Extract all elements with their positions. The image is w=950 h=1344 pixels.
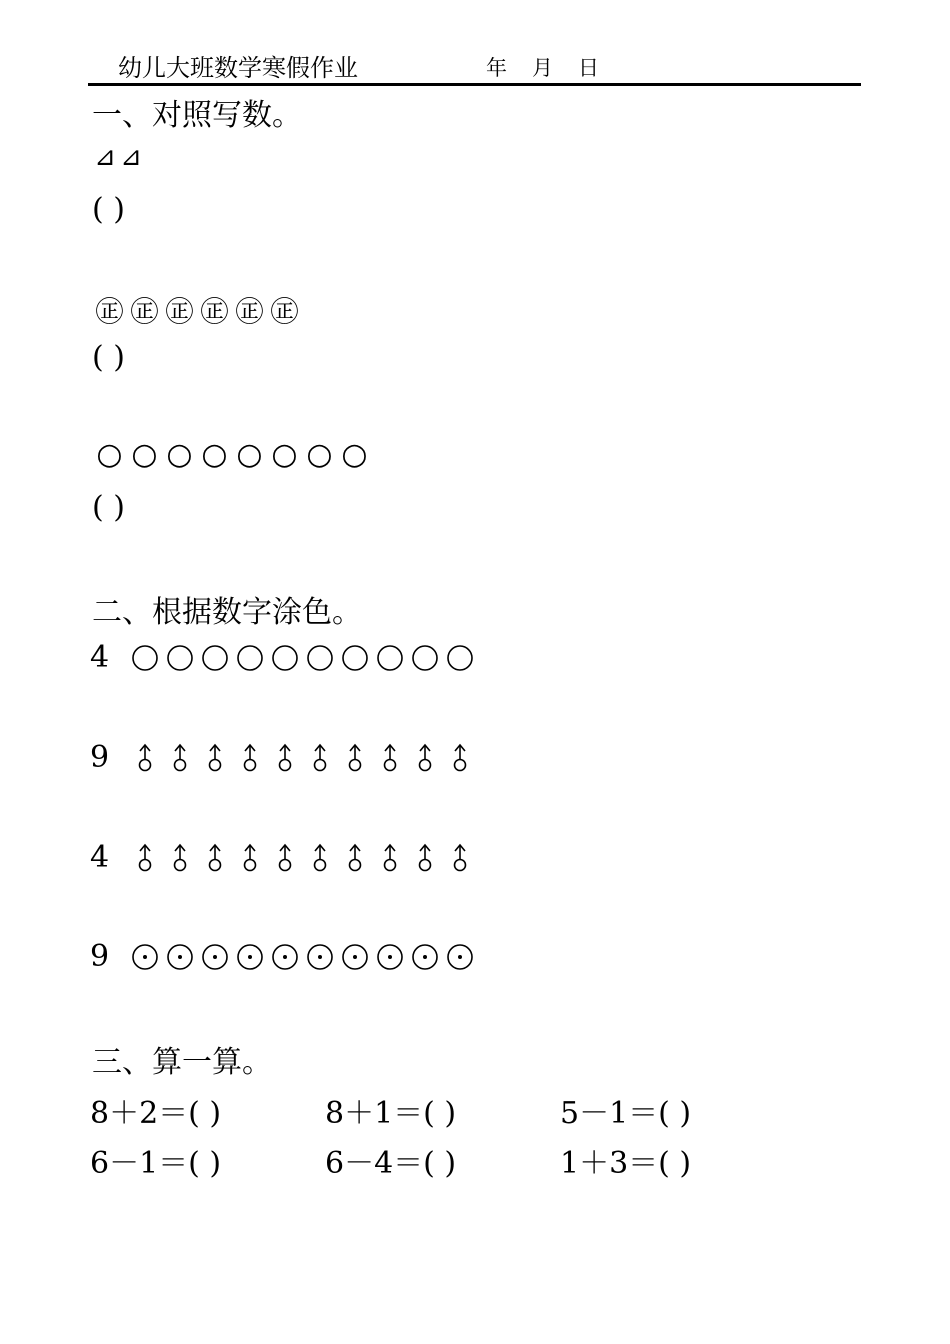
circled-zheng-icon: ㊣	[235, 295, 264, 328]
row-number: 4	[90, 640, 110, 675]
circle-icon[interactable]	[268, 638, 303, 678]
male-symbol-icon[interactable]	[408, 838, 443, 878]
male-symbol-icon[interactable]	[198, 738, 233, 778]
answer-blank-2[interactable]: ( )	[92, 340, 125, 375]
circle-icon[interactable]	[373, 638, 408, 678]
symbol-group-circles	[92, 437, 372, 472]
dotted-circle-icon[interactable]	[128, 937, 163, 977]
day-label: 日	[578, 56, 599, 80]
dotted-circle-icon[interactable]	[373, 937, 408, 977]
circle-icon: ○	[201, 437, 228, 472]
male-symbol-icon[interactable]	[233, 838, 268, 878]
dotted-circle-icon[interactable]	[408, 937, 443, 977]
circle-icon: ○	[96, 437, 123, 472]
male-symbol-icon[interactable]	[443, 738, 478, 778]
dotted-circle-icon[interactable]	[338, 937, 373, 977]
circle-icon[interactable]	[408, 638, 443, 678]
right-triangle-icon: ⊿	[94, 142, 116, 172]
male-symbol-icon[interactable]	[408, 738, 443, 778]
male-symbol-icon[interactable]	[128, 738, 163, 778]
equation[interactable]: 1＋3＝( )	[560, 1146, 692, 1181]
circle-icon[interactable]	[163, 638, 198, 678]
circle-icon[interactable]	[128, 638, 163, 678]
male-symbol-icon[interactable]	[268, 738, 303, 778]
male-symbol-icon[interactable]	[163, 838, 198, 878]
circled-zheng-icon: ㊣	[200, 295, 229, 328]
dotted-circle-icon[interactable]	[268, 937, 303, 977]
circled-zheng-icon: ㊣	[95, 295, 124, 328]
male-symbol-icon[interactable]	[338, 838, 373, 878]
male-symbol-icon[interactable]	[233, 738, 268, 778]
worksheet-title: 幼儿大班数学寒假作业	[118, 54, 358, 82]
row-shapes	[128, 738, 478, 778]
row-shapes	[128, 838, 478, 878]
male-symbol-icon[interactable]	[268, 838, 303, 878]
section-2-heading: 二、根据数字涂色。	[92, 595, 362, 630]
dotted-circle-icon[interactable]	[303, 937, 338, 977]
dotted-circle-icon[interactable]	[198, 937, 233, 977]
circled-zheng-icon: ㊣	[130, 295, 159, 328]
answer-blank-3[interactable]: ( )	[92, 490, 125, 525]
male-symbol-icon[interactable]	[338, 738, 373, 778]
equation[interactable]: 5－1＝( )	[560, 1096, 692, 1131]
circle-icon: ○	[166, 437, 193, 472]
equation[interactable]: 6－4＝( )	[325, 1146, 457, 1181]
symbol-group-zheng	[92, 290, 302, 330]
circle-icon: ○	[131, 437, 158, 472]
dotted-circle-icon[interactable]	[233, 937, 268, 977]
circle-icon[interactable]	[338, 638, 373, 678]
circled-zheng-icon: ㊣	[165, 295, 194, 328]
answer-blank-1[interactable]: ( )	[92, 192, 125, 227]
circle-icon: ○	[271, 437, 298, 472]
equation[interactable]: 6－1＝( )	[90, 1146, 222, 1181]
male-symbol-icon[interactable]	[198, 838, 233, 878]
dotted-circle-icon[interactable]	[443, 937, 478, 977]
circle-icon: ○	[306, 437, 333, 472]
equation[interactable]: 8＋1＝( )	[325, 1096, 457, 1131]
row-shapes	[128, 638, 478, 678]
circled-zheng-icon: ㊣	[270, 295, 299, 328]
male-symbol-icon[interactable]	[373, 838, 408, 878]
circle-icon[interactable]	[303, 638, 338, 678]
male-symbol-icon[interactable]	[373, 738, 408, 778]
male-symbol-icon[interactable]	[443, 838, 478, 878]
male-symbol-icon[interactable]	[128, 838, 163, 878]
section-3-heading: 三、算一算。	[92, 1045, 272, 1080]
row-number: 9	[90, 939, 110, 974]
circle-icon: ○	[341, 437, 368, 472]
row-number: 9	[90, 740, 110, 775]
equation[interactable]: 8＋2＝( )	[90, 1096, 222, 1131]
circle-icon[interactable]	[443, 638, 478, 678]
row-shapes	[128, 937, 478, 977]
male-symbol-icon[interactable]	[163, 738, 198, 778]
circle-icon: ○	[236, 437, 263, 472]
dotted-circle-icon[interactable]	[163, 937, 198, 977]
worksheet-header	[88, 40, 861, 86]
right-triangle-icon: ⊿	[120, 142, 142, 172]
section-1-heading: 一、对照写数。	[92, 98, 302, 133]
male-symbol-icon[interactable]	[303, 738, 338, 778]
male-symbol-icon[interactable]	[303, 838, 338, 878]
circle-icon[interactable]	[198, 638, 233, 678]
month-label: 月	[532, 56, 553, 80]
circle-icon[interactable]	[233, 638, 268, 678]
symbol-group-triangles	[92, 142, 144, 172]
year-label: 年	[486, 56, 507, 80]
row-number: 4	[90, 840, 110, 875]
